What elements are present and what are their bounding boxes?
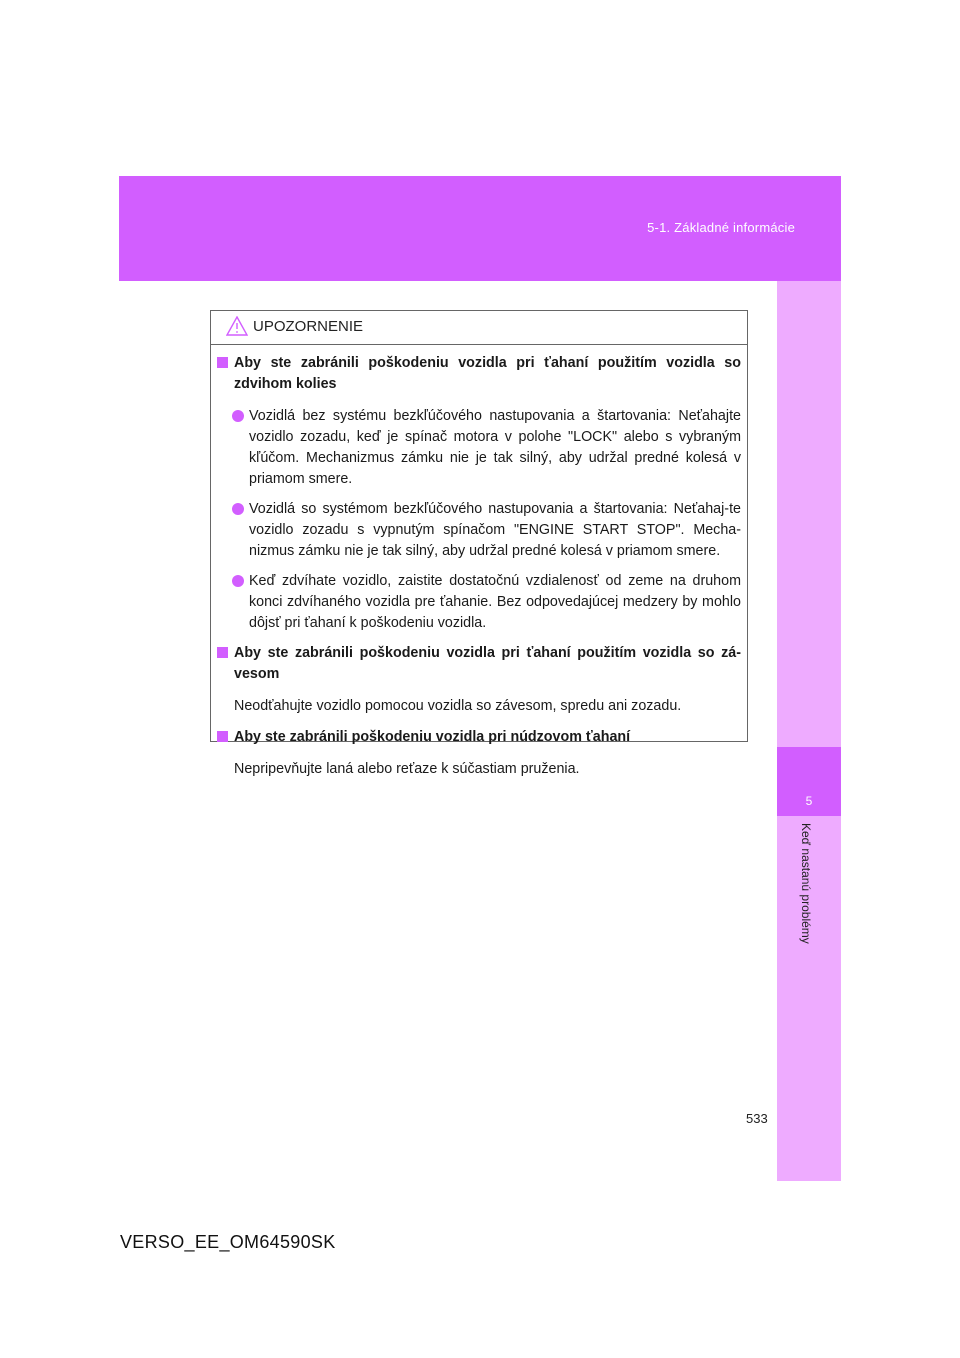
round-bullet-icon bbox=[232, 410, 244, 422]
bullet-text: Vozidlá bez systému bezkľúčového nastupovania a štartovania: Neťahajte vozidlo zozadu, keď je spínač motora v polohe "LOCK" alebo s vybraným kľúčom. Mechanizmus zámku nie je tak silný, aby udržal predné kolesá v priamom smere. bbox=[249, 408, 741, 487]
section-title: 5-1. Základné informácie bbox=[647, 220, 795, 235]
square-bullet-icon bbox=[217, 357, 228, 368]
warning-bullet bbox=[217, 571, 741, 634]
page-number: 533 bbox=[746, 1111, 768, 1126]
square-bullet-icon bbox=[217, 731, 228, 742]
warning-triangle-icon bbox=[226, 316, 248, 336]
item-heading-text: Aby ste zabránili poškodeniu vozidla pri núdzovom ťahaní bbox=[234, 729, 631, 745]
item-heading-text: Aby ste zabránili poškodeniu vozidla pri ťahaní použitím vozidla so zdvihom kolies bbox=[234, 355, 741, 392]
warning-item-heading bbox=[217, 727, 741, 748]
warning-header bbox=[211, 311, 747, 345]
warning-body bbox=[211, 345, 747, 780]
warning-box bbox=[210, 310, 748, 777]
warning-title: UPOZORNENIE bbox=[253, 318, 364, 335]
warning-item-heading bbox=[217, 353, 741, 395]
document-code: VERSO_EE_OM64590SK bbox=[120, 1232, 336, 1252]
warning-item-text: Neodťahujte vozidlo pomocou vozidla so závesom, spredu ani zozadu. bbox=[234, 698, 682, 714]
bullet-text: Vozidlá so systémom bezkľúčového nastupovania a štartovania: Neťahaj-te vozidlo zozadu s vypnutým spínačom "ENGINE START STOP". Mecha-nizmus zámku nie je tak silný, aby udržal predné kolesá v priamom smere. bbox=[249, 501, 741, 559]
header-band bbox=[119, 176, 841, 281]
item-heading-text: Aby ste zabránili poškodeniu vozidla pri ťahaní použitím vozidla so zá-vesom bbox=[234, 645, 741, 682]
chapter-number: 5 bbox=[805, 794, 813, 808]
warning-item-text: Nepripevňujte laná alebo reťaze k súčastiam pruženia. bbox=[234, 761, 580, 777]
bullet-text: Keď zdvíhate vozidlo, zaistite dostatočnú vzdialenosť od zeme na druhom konci zdvíhaného vozidla pre ťahanie. Bez odpovedajúcej medzery by mohlo dôjsť pri ťahaní k poškodeniu vozidla. bbox=[249, 573, 741, 631]
round-bullet-icon bbox=[232, 503, 244, 515]
square-bullet-icon bbox=[217, 647, 228, 658]
chapter-side-strip bbox=[777, 281, 841, 1181]
warning-bullet bbox=[217, 406, 741, 490]
warning-bullet bbox=[217, 499, 741, 562]
round-bullet-icon bbox=[232, 575, 244, 587]
warning-item-heading bbox=[217, 643, 741, 685]
chapter-label: Keď nastanú problémy bbox=[799, 823, 813, 944]
